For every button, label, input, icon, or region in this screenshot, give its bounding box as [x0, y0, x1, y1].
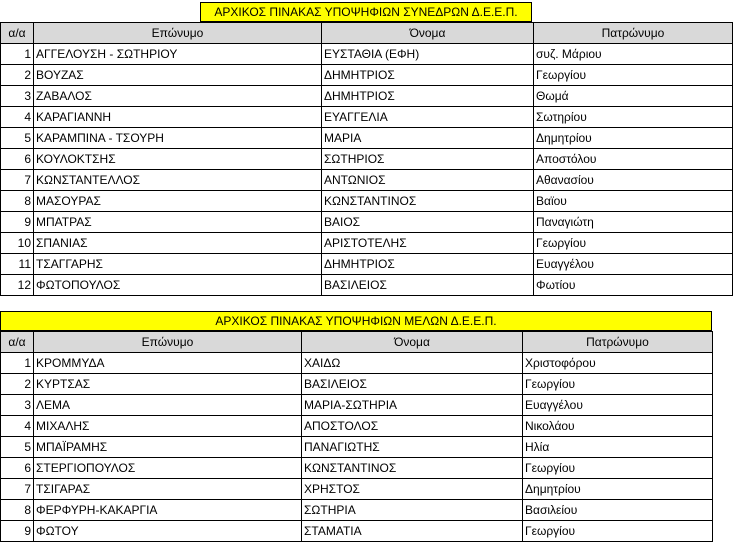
cell-aa: 7	[1, 479, 34, 500]
cell-name: ΜΑΡΙΑ	[322, 128, 534, 149]
cell-patronymic: Ευαγγέλου	[534, 254, 733, 275]
cell-name: ΧΡΗΣΤΟΣ	[302, 479, 523, 500]
table-row	[1, 254, 733, 275]
cell-aa: 6	[1, 149, 34, 170]
cell-aa: 3	[1, 86, 34, 107]
cell-name: ΑΠΟΣΤΟΛΟΣ	[302, 416, 523, 437]
cell-aa: 2	[1, 65, 34, 86]
cell-name: ΔΗΜΗΤΡΙΟΣ	[322, 254, 534, 275]
cell-surname: ΦΩΤΟΥ	[34, 521, 302, 542]
cell-name: ΒΑΣΙΛΕΙΟΣ	[322, 275, 534, 296]
cell-patronymic: Γεωργίου	[534, 233, 733, 254]
cell-name: ΔΗΜΗΤΡΙΟΣ	[322, 65, 534, 86]
cell-patronymic: Αθανασίου	[534, 170, 733, 191]
cell-patronymic: Δημητρίου	[523, 479, 713, 500]
header-aa: α/α	[1, 332, 34, 353]
cell-aa: 1	[1, 353, 34, 374]
cell-surname: ΚΡΟΜΜΥΔΑ	[34, 353, 302, 374]
cell-name: ΚΩΝΣΤΑΝΤΙΝΟΣ	[302, 458, 523, 479]
cell-aa: 10	[1, 233, 34, 254]
table-row	[1, 374, 713, 395]
cell-aa: 9	[1, 212, 34, 233]
cell-aa: 8	[1, 191, 34, 212]
table-row	[1, 275, 733, 296]
table-row	[1, 149, 733, 170]
cell-surname: ΖΑΒΑΛΟΣ	[34, 86, 322, 107]
cell-surname: ΜΠΑΪΡΑΜΗΣ	[34, 437, 302, 458]
cell-aa: 4	[1, 416, 34, 437]
cell-aa: 8	[1, 500, 34, 521]
header-surname: Επώνυμο	[34, 23, 322, 44]
cell-name: ΕΥΑΓΓΕΛΙΑ	[322, 107, 534, 128]
cell-surname: ΚΑΡΑΜΠΙΝΑ - ΤΣΟΥΡΗ	[34, 128, 322, 149]
cell-patronymic: συζ. Μάριου	[534, 44, 733, 65]
cell-patronymic: Ευαγγέλου	[523, 395, 713, 416]
cell-name: ΠΑΝΑΓΙΩΤΗΣ	[302, 437, 523, 458]
cell-patronymic: Γεωργίου	[523, 458, 713, 479]
candidates-delegates-table	[0, 22, 733, 296]
cell-patronymic: Φωτίου	[534, 275, 733, 296]
cell-name: ΑΝΤΩΝΙΟΣ	[322, 170, 534, 191]
cell-name: ΚΩΝΣΤΑΝΤΙΝΟΣ	[322, 191, 534, 212]
cell-surname: ΦΩΤΟΠΟΥΛΟΣ	[34, 275, 322, 296]
table-header-row	[1, 23, 733, 44]
cell-surname: ΣΤΕΡΓΙΟΠΟΥΛΟΣ	[34, 458, 302, 479]
cell-aa: 1	[1, 44, 34, 65]
table-row	[1, 191, 733, 212]
cell-aa: 11	[1, 254, 34, 275]
table-header-row	[1, 332, 713, 353]
table-row	[1, 233, 733, 254]
cell-surname: ΒΟΥΖΑΣ	[34, 65, 322, 86]
table-row	[1, 395, 713, 416]
table-row	[1, 521, 713, 542]
table-row	[1, 479, 713, 500]
table-row	[1, 128, 733, 149]
table-row	[1, 212, 733, 233]
cell-surname: ΤΣΑΓΓΑΡΗΣ	[34, 254, 322, 275]
header-patronymic: Πατρώνυμο	[534, 23, 733, 44]
table-row	[1, 416, 713, 437]
cell-aa: 5	[1, 128, 34, 149]
cell-surname: ΚΑΡΑΓΙΑΝΝΗ	[34, 107, 322, 128]
cell-patronymic: Νικολάου	[523, 416, 713, 437]
cell-name: ΣΤΑΜΑΤΙΑ	[302, 521, 523, 542]
cell-patronymic: Γεωργίου	[523, 374, 713, 395]
cell-aa: 3	[1, 395, 34, 416]
candidates-members-title: ΑΡΧΙΚΟΣ ΠΙΝΑΚΑΣ ΥΠΟΨΗΦΙΩΝ ΜΕΛΩΝ Δ.Ε.Ε.Π.	[0, 311, 712, 331]
cell-patronymic: Γεωργίου	[523, 521, 713, 542]
cell-surname: ΚΥΡΤΣΑΣ	[34, 374, 302, 395]
cell-surname: ΣΠΑΝΙΑΣ	[34, 233, 322, 254]
cell-name: ΑΡΙΣΤΟΤΕΛΗΣ	[322, 233, 534, 254]
cell-surname: ΜΠΑΤΡΑΣ	[34, 212, 322, 233]
cell-aa: 5	[1, 437, 34, 458]
cell-surname: ΚΟΥΛΟΚΤΣΗΣ	[34, 149, 322, 170]
table-row	[1, 353, 713, 374]
header-patronymic: Πατρώνυμο	[523, 332, 713, 353]
cell-surname: ΜΙΧΑΛΗΣ	[34, 416, 302, 437]
table-row	[1, 500, 713, 521]
table-row	[1, 458, 713, 479]
cell-surname: ΚΩΝΣΤΑΝΤΕΛΛΟΣ	[34, 170, 322, 191]
cell-surname: ΛΕΜΑ	[34, 395, 302, 416]
cell-name: ΒΑΣΙΛΕΙΟΣ	[302, 374, 523, 395]
cell-patronymic: Γεωργίου	[534, 65, 733, 86]
cell-surname: ΦΕΡΦΥΡΗ-ΚΑΚΑΡΓΙΑ	[34, 500, 302, 521]
cell-name: ΒΑΙΟΣ	[322, 212, 534, 233]
table-row	[1, 65, 733, 86]
cell-name: ΔΗΜΗΤΡΙΟΣ	[322, 86, 534, 107]
cell-patronymic: Ηλία	[523, 437, 713, 458]
cell-patronymic: Παναγιώτη	[534, 212, 733, 233]
table-row	[1, 86, 733, 107]
cell-aa: 4	[1, 107, 34, 128]
cell-name: ΕΥΣΤΑΘΙΑ (ΕΦΗ)	[322, 44, 534, 65]
cell-aa: 12	[1, 275, 34, 296]
cell-name: ΣΩΤΗΡΙΑ	[302, 500, 523, 521]
cell-patronymic: Βαϊου	[534, 191, 733, 212]
cell-aa: 6	[1, 458, 34, 479]
cell-aa: 2	[1, 374, 34, 395]
table-row	[1, 107, 733, 128]
cell-aa: 9	[1, 521, 34, 542]
cell-patronymic: Αποστόλου	[534, 149, 733, 170]
header-name: Όνομα	[322, 23, 534, 44]
header-surname: Επώνυμο	[34, 332, 302, 353]
cell-surname: ΤΣΙΓΑΡΑΣ	[34, 479, 302, 500]
header-name: Όνομα	[302, 332, 523, 353]
cell-surname: ΜΑΣΟΥΡΑΣ	[34, 191, 322, 212]
candidates-delegates-title: ΑΡΧΙΚΟΣ ΠΙΝΑΚΑΣ ΥΠΟΨΗΦΙΩΝ ΣΥΝΕΔΡΩΝ Δ.Ε.Ε.Π.	[200, 2, 532, 22]
cell-patronymic: Βασιλείου	[523, 500, 713, 521]
cell-patronymic: Δημητρίου	[534, 128, 733, 149]
cell-name: ΜΑΡΙΑ-ΣΩΤΗΡΙΑ	[302, 395, 523, 416]
cell-patronymic: Σωτηρίου	[534, 107, 733, 128]
header-aa: α/α	[1, 23, 34, 44]
cell-patronymic: Χριστοφόρου	[523, 353, 713, 374]
candidates-members-table	[0, 331, 713, 542]
table-row	[1, 437, 713, 458]
table-row	[1, 44, 733, 65]
cell-name: ΣΩΤΗΡΙΟΣ	[322, 149, 534, 170]
cell-surname: ΑΓΓΕΛΟΥΣΗ - ΣΩΤΗΡΙΟΥ	[34, 44, 322, 65]
cell-patronymic: Θωμά	[534, 86, 733, 107]
table-row	[1, 170, 733, 191]
cell-name: ΧΑΙΔΩ	[302, 353, 523, 374]
cell-aa: 7	[1, 170, 34, 191]
